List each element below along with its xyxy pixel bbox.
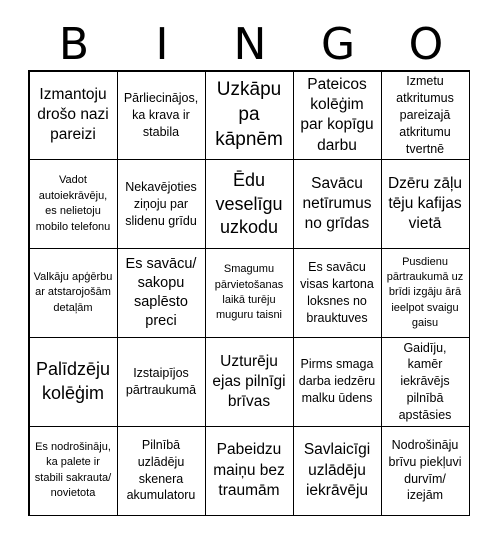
- bingo-cell[interactable]: [205, 71, 294, 161]
- bingo-title: [30, 20, 470, 70]
- cell-text: Savlaicīgi uzlādēju iekrāvēju: [303, 441, 371, 499]
- cell-text: Pabeidzu maiņu bez traumām: [213, 441, 285, 499]
- title-letter-b: B: [58, 19, 90, 70]
- bingo-cell[interactable]: [381, 71, 470, 161]
- bingo-cell[interactable]: [381, 248, 470, 338]
- cell-text: Nekavējoties ziņoju par slidenu grīdu: [125, 179, 197, 228]
- bingo-cell[interactable]: [29, 337, 118, 427]
- cell-text: Savācu netīrumus no grīdas: [302, 174, 372, 233]
- cell-text: Gaidīju, kamēr iekrāvējs pilnībā apstāsies: [398, 340, 452, 423]
- cell-text: Pilnībā uzlādēju skenera akumulatoru: [126, 437, 196, 503]
- title-letter-o: O: [408, 19, 444, 70]
- bingo-cell[interactable]: [117, 248, 206, 338]
- cell-text: Nodrošināju brīvu piekļuvi durvīm/ izejām: [388, 437, 462, 503]
- bingo-cell[interactable]: [117, 337, 206, 427]
- cell-text: Vadot autoiekrāvēju, es nelietoju mobilo telefonu: [35, 174, 111, 233]
- cell-text: Pirms smaga darba iedzēru malku ūdens: [298, 357, 376, 406]
- bingo-cell[interactable]: [205, 426, 294, 516]
- title-letter-g: G: [320, 19, 356, 70]
- bingo-cell[interactable]: [205, 337, 294, 427]
- cell-text: Pateicos kolēģim par kopīgu darbu: [300, 76, 374, 154]
- bingo-cell[interactable]: [117, 426, 206, 516]
- cell-text: Izmantoju drošo nazi pareizi: [37, 86, 109, 144]
- cell-text: Es savācu visas kartona loksnes no brauktuves: [300, 260, 374, 325]
- bingo-cell[interactable]: [29, 248, 118, 338]
- bingo-cell[interactable]: [117, 159, 206, 249]
- cell-text: Ēdu veselīgu uzkodu: [215, 170, 283, 237]
- bingo-board: [28, 70, 470, 516]
- bingo-cell[interactable]: [29, 426, 118, 516]
- bingo-cell[interactable]: [381, 159, 470, 249]
- cell-text: Uzkāpu pa kāpnēm: [215, 79, 283, 150]
- cell-text: Es savācu/ sakopu saplēsto preci: [125, 256, 197, 329]
- bingo-cell[interactable]: [381, 426, 470, 516]
- bingo-cell[interactable]: [29, 71, 118, 161]
- cell-text: Valkāju apģērbu ar atstarojošām detaļām: [33, 270, 113, 314]
- bingo-cell[interactable]: [117, 71, 206, 161]
- cell-text: Izmetu atkritumus pareizajā atkritumu tvertnē: [396, 74, 454, 156]
- bingo-cell[interactable]: [381, 337, 470, 427]
- bingo-cell[interactable]: [205, 248, 294, 338]
- bingo-cell[interactable]: [205, 159, 294, 249]
- bingo-cell[interactable]: [293, 337, 382, 427]
- bingo-cell[interactable]: [293, 71, 382, 161]
- bingo-cell[interactable]: [293, 159, 382, 249]
- bingo-cell[interactable]: [29, 159, 118, 249]
- cell-text: Smagumu pārvietošanas laikā turēju muguru taisni: [214, 263, 284, 322]
- cell-text: Uzturēju ejas pilnīgi brīvas: [212, 352, 286, 410]
- cell-text: Pārliecinājos, ka krava ir stabila: [123, 91, 199, 139]
- cell-text: Palīdzēju kolēģim: [35, 359, 111, 403]
- bingo-cell[interactable]: [293, 426, 382, 516]
- title-letter-n: N: [233, 19, 267, 70]
- cell-text: Izstaipījos pārtraukumā: [125, 365, 197, 397]
- title-letter-i: I: [155, 19, 169, 70]
- bingo-cell[interactable]: [293, 248, 382, 338]
- cell-text: Pusdienu pārtraukumā uz brīdi izgāju ārā ieelpot svaigu gaisu: [386, 255, 464, 330]
- cell-text: Es nodrošināju, ka palete ir stabili sakrauta/ novietota: [34, 440, 112, 499]
- cell-text: Dzēru zāļu tēju kafijas vietā: [387, 174, 463, 233]
